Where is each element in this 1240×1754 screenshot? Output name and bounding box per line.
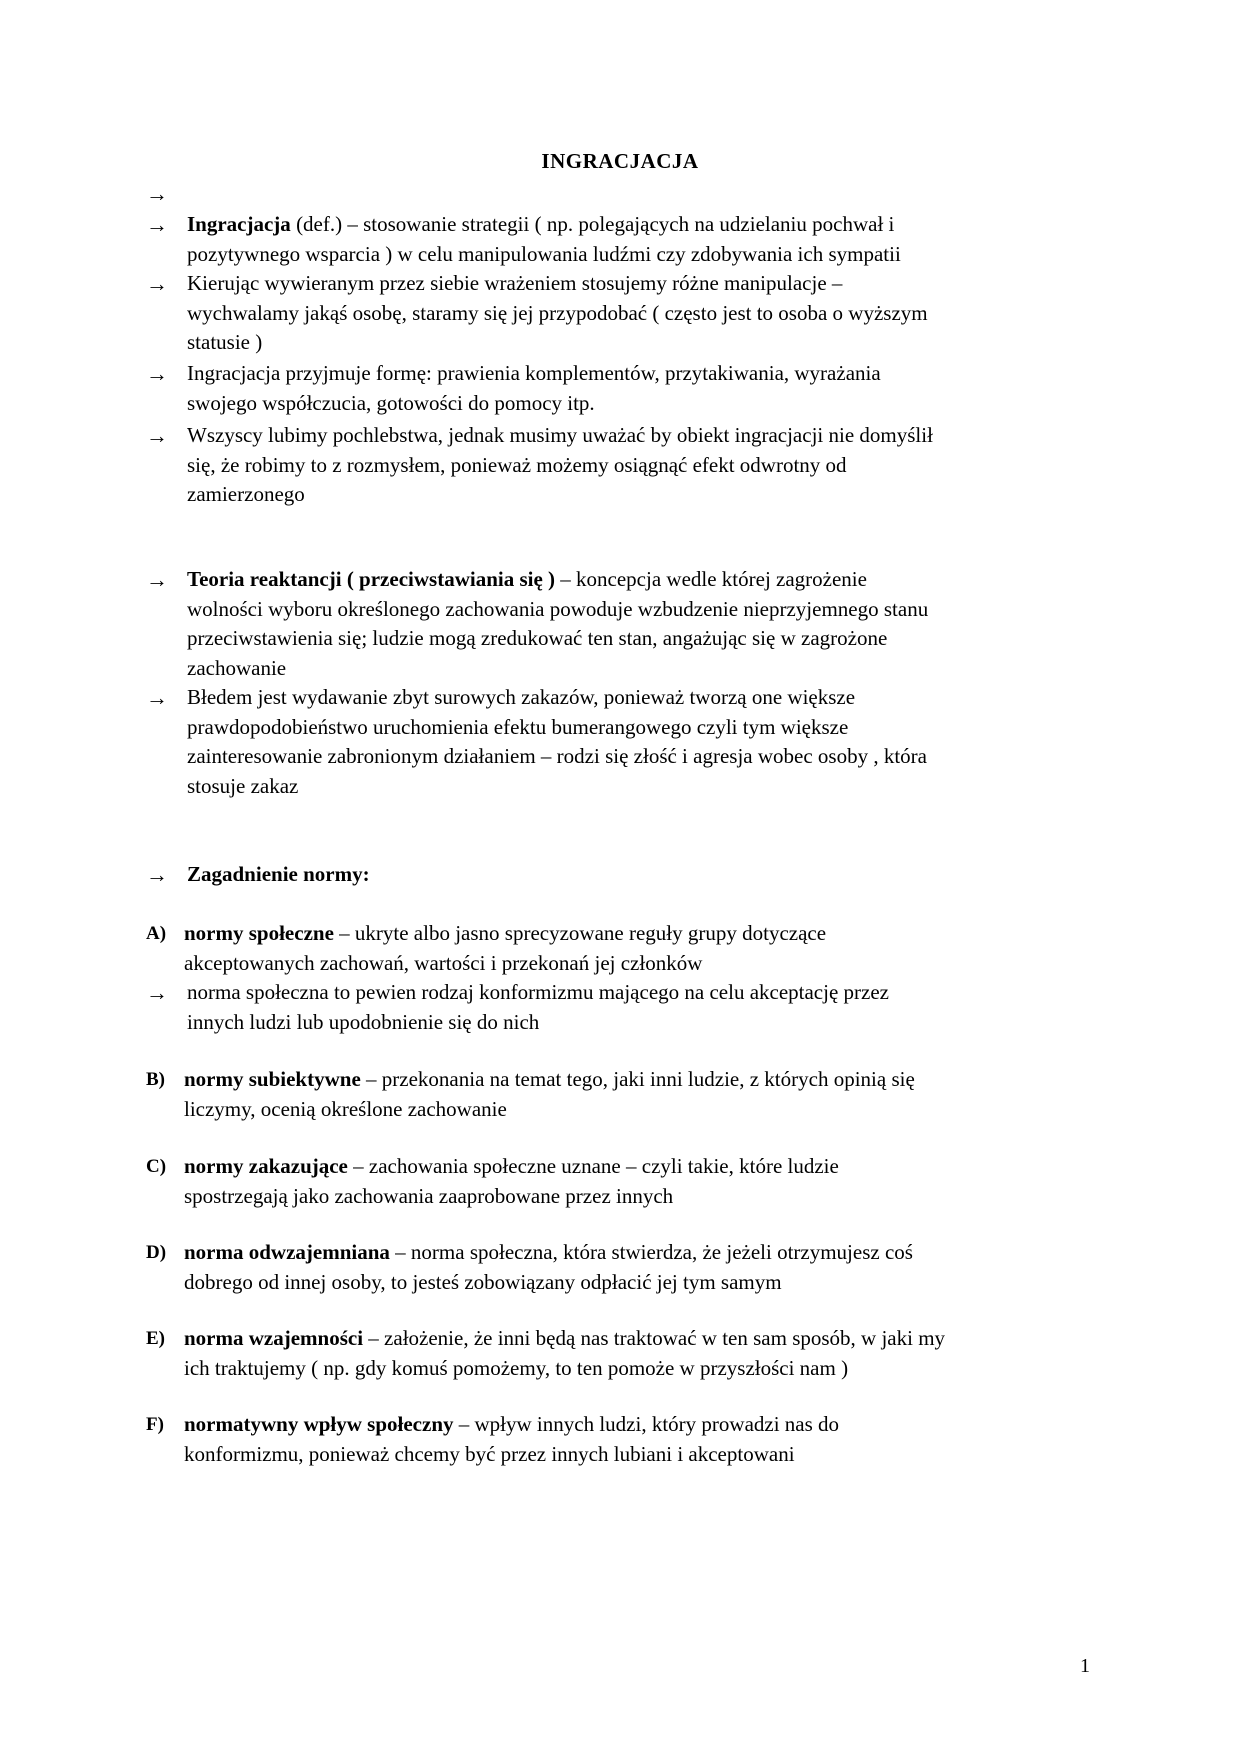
bullet-item: [146, 683, 927, 801]
list-marker: E): [146, 1328, 165, 1349]
arrow-bullet-icon: →: [146, 567, 168, 592]
text-line: [184, 1268, 913, 1298]
term: norma wzajemności: [184, 1326, 364, 1350]
norms-heading: [146, 860, 370, 890]
term: norma odwzajemniana: [184, 1240, 390, 1264]
line-text: się, że robimy to z rozmysłem, ponieważ możemy osiągnąć efekt odwrotny od: [187, 452, 847, 477]
text-line: [187, 480, 933, 510]
line-text: innych ludzi lub upodobnienie się do nich: [187, 1009, 540, 1034]
arrow-bullet-icon: →: [146, 271, 168, 296]
line-text: ich traktujemy ( np. gdy komuś pomożemy, to ten pomoże w przyszłości nam ): [184, 1355, 849, 1380]
line-text: – przekonania na temat tego, jaki inni ludzie, z których opinią się: [360, 1067, 915, 1091]
list-marker: B): [146, 1069, 165, 1090]
norms-heading-text: Zagadnienie normy:: [187, 862, 370, 886]
line-text: Błedem jest wydawanie zbyt surowych zakazów, ponieważ tworzą one większe: [187, 685, 856, 709]
bullet-item: [146, 210, 901, 269]
text-line: [184, 1182, 839, 1212]
arrow-bullet-icon: →: [146, 685, 168, 710]
line-text: – ukryte albo jasno sprecyzowane reguły grupy dotyczące: [333, 921, 827, 945]
text-line: [184, 1095, 915, 1125]
line-text: Ingracjacja przyjmuje formę: prawienia komplementów, przytakiwania, wyrażania: [187, 361, 881, 385]
page-number: 1: [1080, 1655, 1090, 1677]
term: normy zakazujące: [184, 1154, 348, 1178]
line-text: – założenie, że inni będą nas traktować w ten sam sposób, w jaki my: [363, 1326, 946, 1350]
norm-item: [146, 1065, 915, 1124]
arrow-bullet-icon: →: [146, 862, 168, 887]
text-line: [187, 451, 933, 481]
text-line: [187, 421, 933, 451]
text-line: [187, 359, 881, 389]
arrow-bullet-icon: →: [146, 361, 168, 386]
line-text: – zachowania społeczne uznane – czyli takie, które ludzie: [347, 1154, 839, 1178]
text-line: [187, 328, 928, 358]
text-line: [187, 772, 927, 802]
line-text: – norma społeczna, która stwierdza, że jeżeli otrzymujesz coś: [389, 1240, 913, 1264]
text-line: [184, 1354, 945, 1384]
empty-bullet: [146, 179, 192, 209]
line-text: liczymy, ocenią określone zachowanie: [184, 1096, 507, 1121]
bullet-item: [146, 565, 928, 683]
line-text: stosuje zakaz: [187, 773, 299, 798]
bullet-item: [146, 269, 928, 358]
term: normy subiektywne: [184, 1067, 361, 1091]
line-text: (def.) – stosowanie strategii ( np. polegających na udzielaniu pochwał i: [290, 212, 895, 236]
text-line: [187, 978, 889, 1008]
norm-item: [146, 1238, 913, 1297]
norm-item: [146, 978, 889, 1037]
text-line: [187, 683, 927, 713]
line-text: prawdopodobieństwo uruchomienia efektu bumerangowego czyli tym większe: [187, 714, 849, 739]
line-text: zamierzonego: [187, 482, 305, 507]
text-line: [184, 1152, 839, 1182]
term: normy społeczne: [184, 921, 334, 945]
text-line: [184, 919, 826, 949]
text-line: [187, 624, 928, 654]
norm-item: [146, 919, 826, 978]
text-line: [187, 595, 928, 625]
term: Ingracjacja: [187, 212, 291, 236]
line-text: akceptowanych zachowań, wartości i przekonań jej członków: [184, 950, 703, 975]
line-text: – koncepcja wedle której zagrożenie: [555, 567, 867, 591]
text-line: [184, 1324, 945, 1354]
line-text: dobrego od innej osoby, to jesteś zobowiązany odpłacić jej tym samym: [184, 1269, 782, 1294]
text-line: [184, 1440, 839, 1470]
text-line: [187, 742, 927, 772]
norm-item: [146, 1324, 945, 1383]
text-line: [187, 240, 901, 270]
line-text: wychwalamy jakąś osobę, staramy się jej przypodobać ( często jest to osoba o wyższym: [187, 300, 928, 325]
norm-item: [146, 1152, 839, 1211]
line-text: przeciwstawienia się; ludzie mogą zredukować ten stan, angażując się w zagrożone: [187, 626, 888, 651]
list-marker: C): [146, 1156, 167, 1177]
arrow-bullet-icon: →: [146, 423, 168, 448]
list-marker: F): [146, 1414, 164, 1435]
text-line: [184, 1410, 839, 1440]
norm-item: [146, 1410, 839, 1469]
text-line: [184, 1065, 915, 1095]
bullet-item: [146, 421, 933, 510]
line-text: Wszyscy lubimy pochlebstwa, jednak musimy uważać by obiekt ingracjacji nie domyślił: [187, 423, 933, 447]
text-line: [187, 1008, 889, 1038]
line-text: norma społeczna to pewien rodzaj konformizmu mającego na celu akceptację przez: [187, 980, 889, 1004]
line-text: swojego współczucia, gotowości do pomocy itp.: [187, 390, 595, 415]
list-marker: A): [146, 923, 167, 944]
list-marker: D): [146, 1242, 167, 1263]
arrow-bullet-icon: →: [146, 980, 168, 1005]
text-line: [187, 299, 928, 329]
text-line: [187, 565, 928, 595]
arrow-bullet-icon: →: [146, 181, 168, 206]
line-text: konformizmu, ponieważ chcemy być przez innych lubiani i akceptowani: [184, 1441, 795, 1466]
document-title: INGRACJACJA: [541, 149, 699, 173]
line-text: – wpływ innych ludzi, który prowadzi nas do: [453, 1412, 840, 1436]
line-text: statusie ): [187, 330, 263, 355]
text-line: [187, 269, 928, 299]
term: normatywny wpływ społeczny: [184, 1412, 454, 1436]
text-line: [187, 654, 928, 684]
line-text: spostrzegają jako zachowania zaaprobowane przez innych: [184, 1183, 674, 1208]
line-text: wolności wyboru określonego zachowania powoduje wzbudzenie nieprzyjemnego stanu: [187, 596, 929, 621]
arrow-bullet-icon: →: [146, 212, 168, 237]
line-text: zachowanie: [187, 655, 287, 680]
line-text: Kierując wywieranym przez siebie wrażeniem stosujemy różne manipulacje –: [187, 271, 843, 295]
bullet-item: [146, 359, 881, 418]
term: Teoria reaktancji ( przeciwstawiania się ): [187, 567, 556, 591]
text-line: [187, 713, 927, 743]
text-line: [187, 389, 881, 419]
text-line: [184, 1238, 913, 1268]
line-text: pozytywnego wsparcia ) w celu manipulowania ludźmi czy zdobywania ich sympatii: [187, 241, 901, 266]
text-line: [187, 210, 901, 240]
text-line: [184, 949, 826, 979]
line-text: zainteresowanie zabronionym działaniem – rodzi się złość i agresja wobec osoby , która: [187, 744, 927, 769]
